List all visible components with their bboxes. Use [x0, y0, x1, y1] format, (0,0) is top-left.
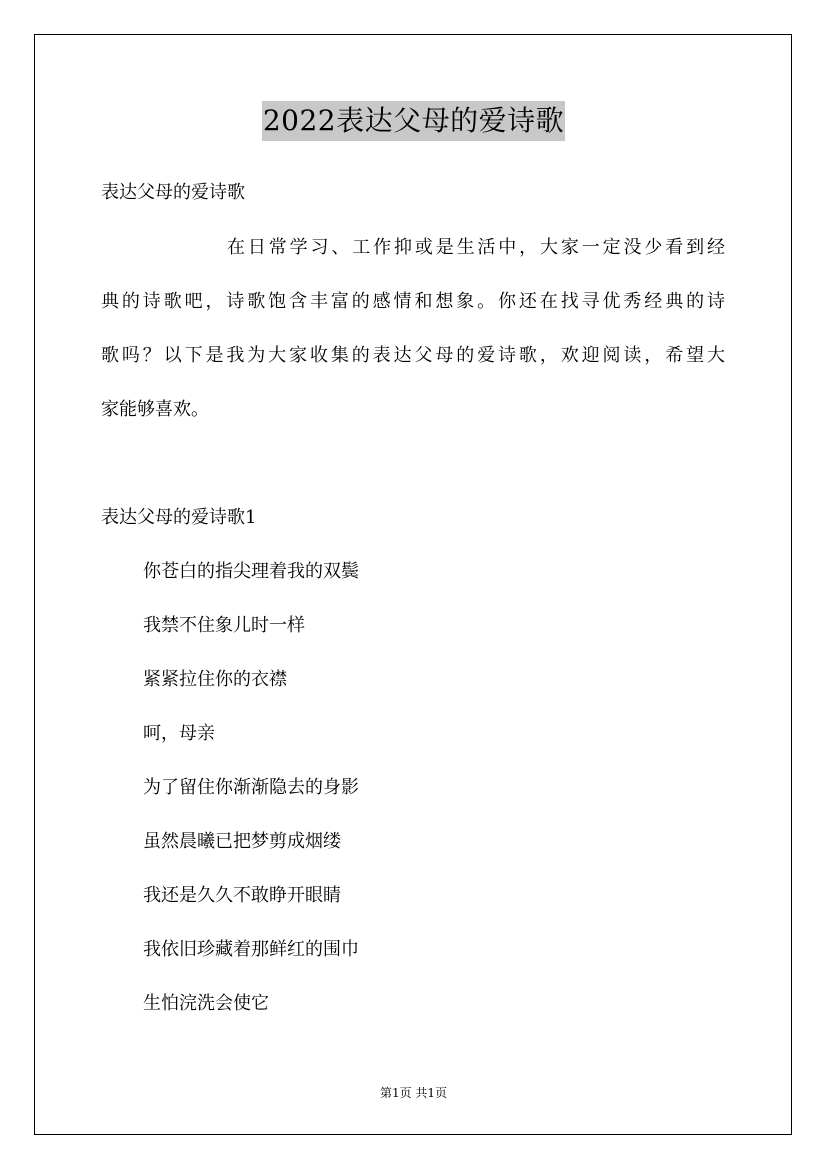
poem-line: 我禁不住象儿时一样	[143, 615, 305, 636]
intro-line-2: 典的诗歌吧，诗歌饱含丰富的感情和想象。你还在找寻优秀经典的诗	[101, 291, 725, 312]
poem-line: 紧紧拉住你的衣襟	[143, 669, 287, 690]
poem-heading: 表达父母的爱诗歌1	[101, 507, 257, 528]
page-footer: 第1页 共1页	[379, 1086, 448, 1100]
intro-line-4: 家能够喜欢。	[101, 399, 209, 420]
poem-line: 生怕浣洗会使它	[143, 993, 269, 1014]
poem-line: 我还是久久不敢睁开眼睛	[143, 885, 341, 906]
poem-line: 我依旧珍藏着那鲜红的围巾	[143, 939, 359, 960]
poem-line: 为了留住你渐渐隐去的身影	[143, 777, 359, 798]
subheading: 表达父母的爱诗歌	[101, 182, 245, 203]
poem-line: 呵，母亲	[143, 723, 215, 744]
intro-line-3: 歌吗？以下是我为大家收集的表达父母的爱诗歌，欢迎阅读，希望大	[101, 345, 725, 366]
document-title: 2022表达父母的爱诗歌	[262, 101, 565, 141]
title-container	[0, 101, 827, 141]
intro-line-1: 在日常学习、工作抑或是生活中，大家一定没少看到经	[227, 237, 725, 258]
poem-line: 虽然晨曦已把梦剪成烟缕	[143, 831, 341, 852]
poem-line: 你苍白的指尖理着我的双鬓	[143, 561, 359, 582]
